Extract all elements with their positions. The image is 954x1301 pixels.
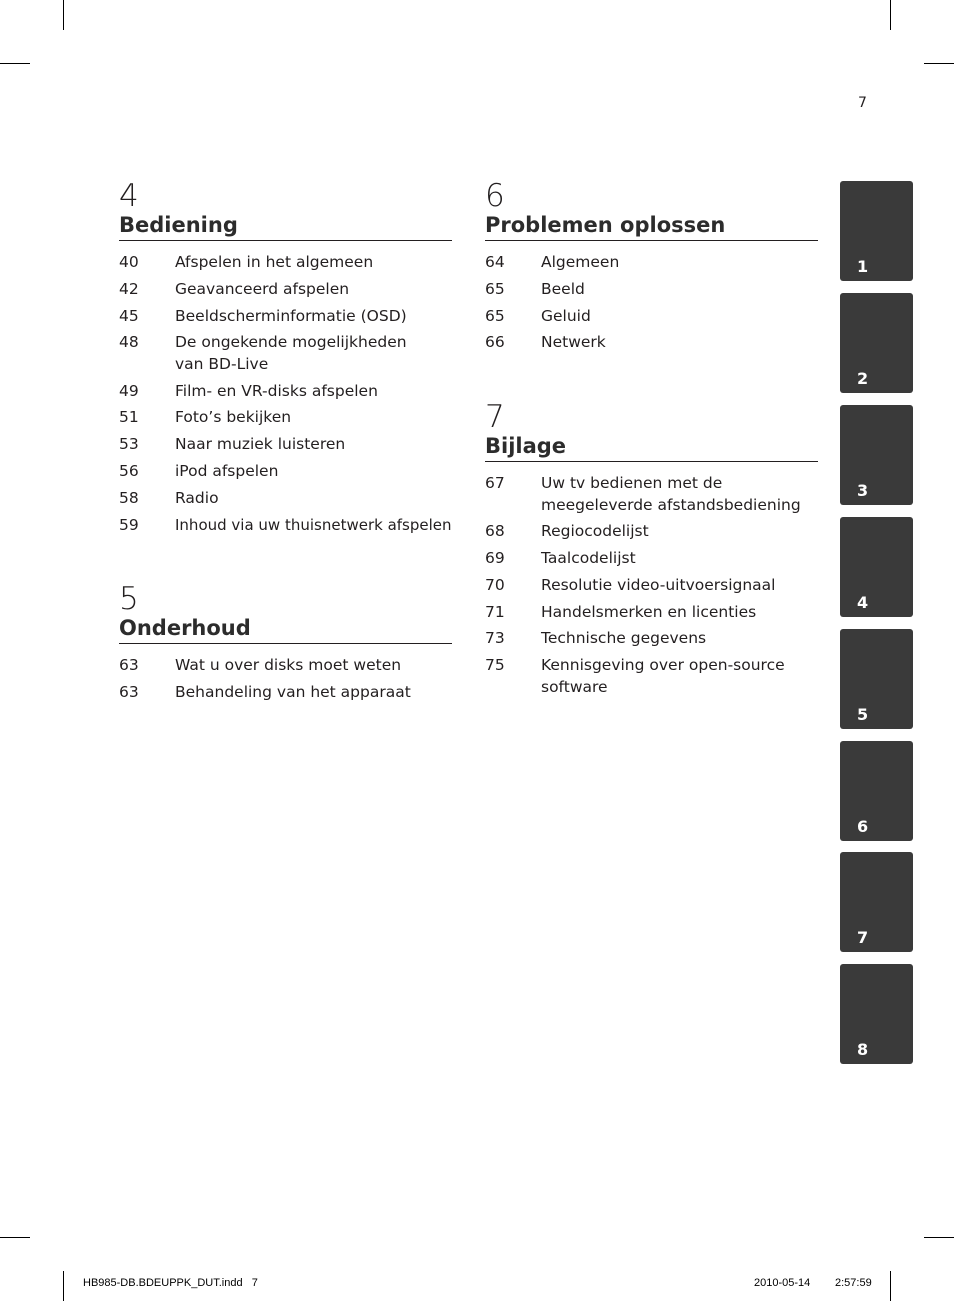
toc-page: 66 [485, 333, 505, 352]
toc-page: 64 [485, 253, 505, 271]
section-number: 7 [485, 399, 505, 435]
crop-mark [924, 63, 954, 64]
toc-entry[interactable] [485, 628, 818, 650]
toc-entry[interactable] [485, 332, 818, 354]
toc-label: Geluid [541, 306, 591, 325]
toc-list [119, 655, 452, 703]
chapter-tab-label: 1 [857, 257, 869, 276]
chapter-tab-1[interactable] [840, 181, 913, 281]
toc-label: Technische gegevens [541, 629, 707, 648]
toc-entry[interactable] [119, 655, 452, 677]
toc-entry[interactable] [485, 521, 818, 543]
toc-page: 49 [119, 381, 139, 400]
crop-mark [63, 0, 64, 30]
toc-entry[interactable] [485, 655, 818, 698]
toc-label: Wat u over disks moet weten [175, 656, 402, 674]
section-number: 6 [485, 178, 505, 214]
page-number: 7 [858, 95, 867, 111]
toc-page: 73 [485, 629, 505, 648]
toc-label: Kennisgeving over open-source software [541, 656, 785, 696]
toc-entry[interactable] [119, 407, 452, 429]
toc-page: 59 [119, 515, 139, 534]
toc-page: 63 [119, 656, 139, 674]
toc-entry[interactable] [119, 252, 452, 274]
section-problemen-oplossen [485, 178, 818, 359]
chapter-tab-7[interactable] [840, 852, 913, 952]
toc-label: Algemeen [541, 253, 620, 271]
crop-mark [0, 1237, 30, 1238]
chapter-tab-label: 6 [857, 817, 869, 836]
chapter-tab-6[interactable] [840, 741, 913, 841]
chapter-tab-4[interactable] [840, 517, 913, 617]
toc-label: Beeldscherminformatie (OSD) [175, 306, 407, 325]
toc-page: 63 [119, 682, 139, 701]
toc-label: Radio [175, 488, 219, 507]
toc-label: iPod afspelen [175, 462, 279, 481]
toc-entry[interactable] [119, 381, 452, 403]
toc-page: 65 [485, 279, 505, 298]
print-slug-time: 2:57:59 [835, 1277, 872, 1289]
toc-entry[interactable] [119, 279, 452, 301]
toc-page: 71 [485, 602, 505, 621]
toc-label: Beeld [541, 279, 585, 298]
print-slug-date: 2010-05-14 [754, 1277, 811, 1289]
toc-page: 42 [119, 279, 139, 298]
toc-page: 56 [119, 462, 139, 481]
toc-entry[interactable] [485, 279, 818, 301]
chapter-tab-label: 7 [857, 928, 869, 947]
section-bijlage [485, 399, 818, 704]
toc-page: 69 [485, 549, 505, 568]
toc-label: Foto’s bekijken [175, 408, 292, 427]
crop-mark [924, 1237, 954, 1238]
toc-entry[interactable] [485, 602, 818, 624]
chapter-tab-5[interactable] [840, 629, 913, 729]
toc-label: Taalcodelijst [541, 549, 636, 568]
chapter-tab-label: 3 [857, 481, 869, 500]
chapter-tab-3[interactable] [840, 405, 913, 505]
toc-page: 70 [485, 575, 505, 594]
chapter-tab-label: 5 [857, 705, 869, 724]
toc-label: Afspelen in het algemeen [175, 253, 374, 271]
crop-mark [890, 0, 891, 30]
toc-entry[interactable] [119, 332, 452, 375]
toc-label: Geavanceerd afspelen [175, 279, 350, 298]
toc-label: Uw tv bedienen met de meegeleverde afstandsbediening [541, 474, 801, 514]
toc-entry[interactable] [119, 682, 452, 704]
toc-entry[interactable] [119, 488, 452, 510]
section-title: Bijlage [485, 432, 818, 462]
toc-page: 68 [485, 522, 505, 541]
toc-entry[interactable] [119, 434, 452, 456]
section-title: Bediening [119, 211, 452, 241]
crop-mark [63, 1271, 64, 1301]
chapter-tab-8[interactable] [840, 964, 913, 1064]
chapter-tab-2[interactable] [840, 293, 913, 393]
toc-entry[interactable] [485, 548, 818, 570]
chapter-tab-label: 2 [857, 369, 869, 388]
toc-entry[interactable] [485, 306, 818, 328]
section-number: 4 [119, 178, 139, 214]
toc-page: 65 [485, 306, 505, 325]
toc-label: Resolutie video-uitvoersignaal [541, 575, 776, 594]
crop-mark [890, 1271, 891, 1301]
toc-label: Film- en VR-disks afspelen [175, 381, 378, 400]
toc-page: 58 [119, 488, 139, 507]
section-title: Problemen oplossen [485, 211, 818, 241]
crop-mark [0, 63, 30, 64]
toc-entry[interactable] [485, 575, 818, 597]
toc-page: 40 [119, 253, 139, 271]
chapter-tab-label: 4 [857, 593, 869, 612]
toc-entry[interactable] [119, 515, 452, 537]
section-title: Onderhoud [119, 614, 452, 644]
toc-entry[interactable] [119, 461, 452, 483]
toc-page: 45 [119, 306, 139, 325]
toc-label: Behandeling van het apparaat [175, 682, 411, 701]
toc-entry[interactable] [485, 473, 818, 516]
toc-page: 53 [119, 435, 139, 454]
print-slug-file: HB985-DB.BDEUPPK_DUT.indd 7 [83, 1277, 258, 1289]
toc-page: 51 [119, 408, 139, 427]
toc-page: 67 [485, 474, 505, 492]
toc-list [485, 252, 818, 354]
toc-label: Naar muziek luisteren [175, 435, 346, 454]
section-bediening [119, 178, 452, 541]
section-onderhoud [119, 581, 452, 709]
toc-label: Handelsmerken en licenties [541, 602, 757, 621]
chapter-tab-label: 8 [857, 1040, 869, 1059]
section-number: 5 [119, 581, 139, 617]
toc-entry[interactable] [485, 252, 818, 274]
toc-list [119, 252, 452, 536]
toc-label: De ongekende mogelijkheden van BD-Live [175, 333, 407, 373]
toc-page: 75 [485, 656, 505, 675]
toc-label: Inhoud via uw thuisnetwerk afspelen [175, 515, 452, 534]
toc-page: 48 [119, 333, 139, 352]
toc-entry[interactable] [119, 306, 452, 328]
toc-label: Regiocodelijst [541, 522, 649, 541]
toc-list [485, 473, 818, 698]
toc-label: Netwerk [541, 333, 606, 352]
